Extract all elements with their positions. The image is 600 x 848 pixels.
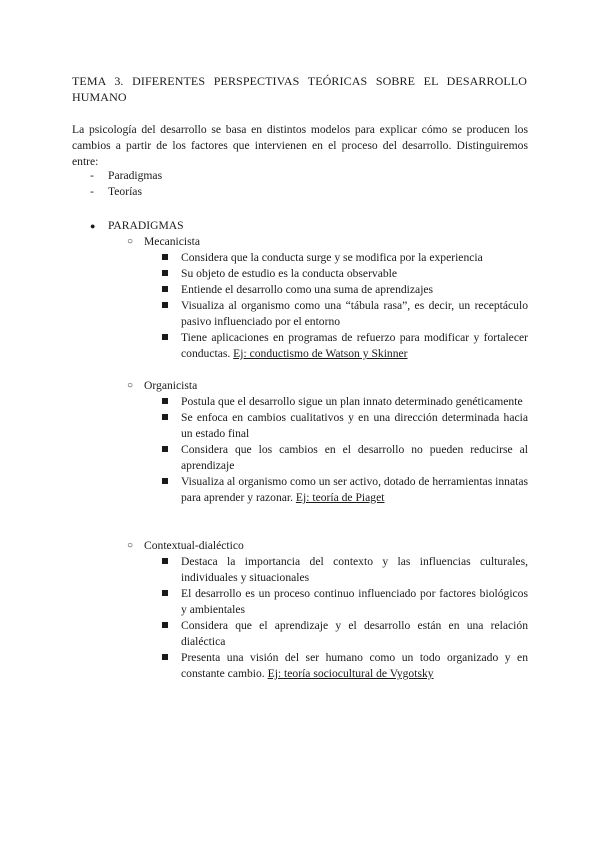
square-bullet-icon [162,654,168,660]
list-item-text: El desarrollo es un proceso continuo influenciado por factores biológicos y ambientales [181,587,528,616]
hollow-circle-bullet-icon: ○ [127,236,134,247]
intro-paragraph: La psicología del desarrollo se basa en distintos modelos para explicar cómo se producen los cambios a partir de los factores que intervienen en el proceso del desarrollo. Distinguiremos entre: [72,123,528,168]
list-item [162,298,528,330]
list-item-text: Presenta una visión del ser humano como un todo organizado y en constante cambio. [181,651,528,680]
example-link: Ej: teoría sociocultural de Vygotsky [267,667,434,680]
list-item-text: Tiene aplicaciones en programas de refuerzo para modificar y fortalecer conductas. [181,331,528,360]
filled-circle-bullet-icon: ● [90,221,96,231]
list-item-text: Paradigmas [108,169,163,182]
square-bullet-icon [162,622,168,628]
list-item-text: Considera que el aprendizaje y el desarrollo están en una relación dialéctica [181,619,528,648]
example-link: Ej: teoría de Piaget [295,491,385,504]
paradigm-mecanicista [127,234,527,250]
section-heading [90,218,530,234]
list-item-text: Considera que los cambios en el desarrollo no pueden reducirse al aprendizaje [181,443,528,472]
square-bullet-icon [162,286,168,292]
paradigm-label: Organicista [144,379,198,392]
list-item-text: Entiende el desarrollo como una suma de aprendizajes [181,283,434,296]
paradigm-label: Mecanicista [144,235,201,248]
paradigm-contextual-dialectico [127,538,527,554]
list-item-text: Destaca la importancia del contexto y las influencias culturales, individuales y situacionales [181,555,528,584]
square-bullet-icon [162,302,168,308]
list-item-text: Visualiza al organismo como una “tábula rasa”, es decir, un receptáculo pasivo influenciado por el entorno [181,299,528,328]
list-item-text: Su objeto de estudio es la conducta observable [181,267,398,280]
list-item [162,410,528,442]
square-bullet-icon [162,590,168,596]
paradigm-organicista [127,378,527,394]
list-item [162,282,528,298]
hollow-circle-bullet-icon: ○ [127,540,134,551]
square-bullet-icon [162,558,168,564]
paradigm-items-mecanicista [162,250,528,362]
hollow-circle-bullet-icon: ○ [127,380,134,391]
paradigm-label: Contextual-dialéctico [144,539,244,552]
page-title: TEMA 3. DIFERENTES PERSPECTIVAS TEÓRICAS SOBRE EL DESARROLLO HUMANO [72,74,527,104]
list-item-text: Considera que la conducta surge y se modifica por la experiencia [181,251,483,264]
square-bullet-icon [162,478,168,484]
list-item [162,554,528,586]
list-item [162,394,528,410]
list-item-text: Se enfoca en cambios cualitativos y en una dirección determinada hacia un estado final [181,411,528,440]
list-item [162,586,528,618]
list-item-text: Teorías [108,185,142,198]
list-item [162,474,528,506]
dash-bullet: - [90,185,94,198]
paradigm-items-organicista [162,394,528,506]
list-item [162,330,528,362]
list-item [162,250,528,266]
square-bullet-icon [162,398,168,404]
square-bullet-icon [162,270,168,276]
square-bullet-icon [162,254,168,260]
list-item [162,650,528,682]
dash-bullet: - [90,169,94,182]
list-item [162,266,528,282]
paradigm-items-contextual [162,554,528,682]
list-item-text: Visualiza al organismo como un ser activo, dotado de herramientas innatas para aprender y razonar. [181,475,528,504]
square-bullet-icon [162,334,168,340]
section-heading-label: PARADIGMAS [108,219,184,232]
list-item-text: Postula que el desarrollo sigue un plan innato determinado genéticamente [181,395,523,408]
list-item [162,618,528,650]
square-bullet-icon [162,414,168,420]
square-bullet-icon [162,446,168,452]
list-item [162,442,528,474]
example-link: Ej: conductismo de Watson y Skinner [233,347,408,360]
